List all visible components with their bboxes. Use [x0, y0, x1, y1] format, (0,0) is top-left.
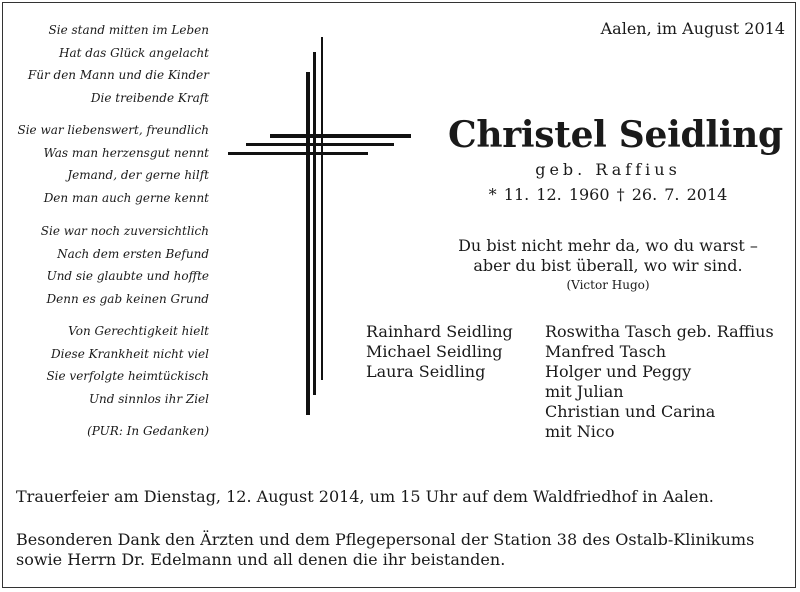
mourner: Laura Seidling	[366, 362, 486, 381]
funeral-notice	[16, 487, 714, 507]
funeral-text: Trauerfeier am Dienstag, 12. August 2014, um 15 Uhr auf dem Waldfriedhof in Aalen.	[16, 487, 714, 506]
poem-line: Von Gerechtigkeit hielt	[68, 324, 209, 338]
poem-source: (PUR: In Gedanken)	[87, 424, 209, 438]
quote	[438, 236, 778, 276]
mourner: Christian und Carina	[545, 402, 716, 421]
mourner: Roswitha Tasch geb. Raffius	[545, 322, 774, 341]
poem-line: Denn es gab keinen Grund	[46, 291, 209, 306]
poem-line: Sie verfolgte heimtückisch	[46, 369, 209, 383]
poem-line: Hat das Glück angelacht	[59, 45, 209, 60]
mourner: Rainhard Seidling	[366, 322, 513, 341]
deceased-name: Christel Seidling	[448, 114, 783, 156]
poem-line: Jemand, der gerne hilft	[67, 168, 209, 182]
poem-stanza-4	[46, 320, 209, 410]
life-dates: * 11. 12. 1960 † 26. 7. 2014	[488, 185, 728, 204]
poem-line: Und sinnlos ihr Ziel	[88, 391, 209, 406]
poem-line: Die treibende Kraft	[90, 90, 209, 105]
poem-stanza-2	[17, 119, 209, 209]
mourners-column-1	[366, 322, 513, 382]
quote-line: Du bist nicht mehr da, wo du warst –	[458, 236, 758, 255]
thanks-line: Besonderen Dank den Ärzten und dem Pflegepersonal der Station 38 des Ostalb-Klinikums	[16, 530, 755, 549]
thanks-notice	[16, 530, 754, 570]
place-date: Aalen, im August 2014	[600, 19, 785, 38]
thanks-line: sowie Herrn Dr. Edelmann und all denen die ihr beistanden.	[16, 550, 506, 569]
mourner: Michael Seidling	[366, 342, 503, 361]
poem-line: Was man herzensgut nennt	[43, 145, 209, 160]
poem-stanza-1	[28, 19, 209, 109]
quote-author: (Victor Hugo)	[566, 278, 650, 292]
poem-line: Nach dem ersten Befund	[57, 246, 209, 261]
maiden-name: geb. Raffius	[535, 160, 681, 179]
poem-line: Sie war liebenswert, freundlich	[17, 123, 209, 137]
mourner: Holger und Peggy	[545, 362, 692, 381]
mourner: Manfred Tasch	[545, 342, 667, 361]
poem-line: Sie stand mitten im Leben	[48, 23, 209, 37]
mourner: mit Julian	[545, 382, 624, 401]
mourner: mit Nico	[545, 422, 615, 441]
poem-line: Diese Krankheit nicht viel	[50, 346, 209, 361]
poem-line: Den man auch gerne kennt	[43, 190, 209, 205]
poem-line: Und sie glaubte und hoffte	[46, 269, 209, 283]
poem-line: Sie war noch zuversichtlich	[40, 224, 209, 238]
poem-line: Für den Mann und die Kinder	[27, 68, 209, 82]
poem-stanza-3	[41, 220, 209, 310]
quote-line: aber du bist überall, wo wir sind.	[473, 256, 743, 275]
mourners-column-2	[545, 322, 774, 442]
